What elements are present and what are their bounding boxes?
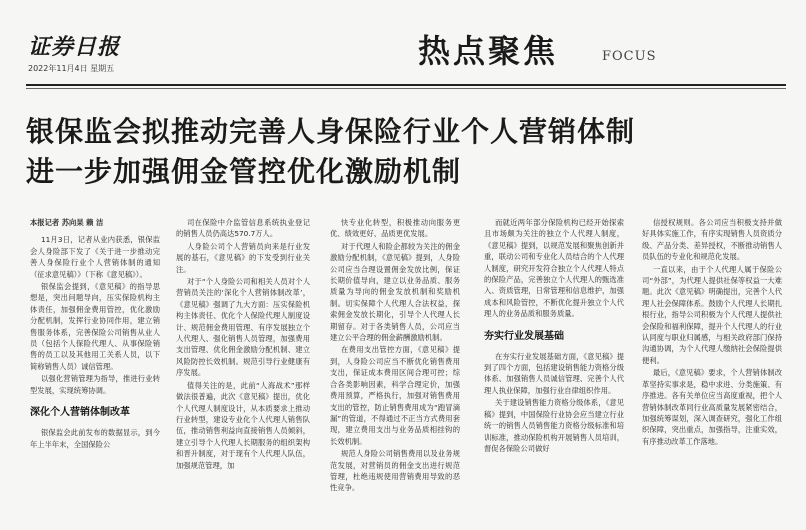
masthead-divider-thin bbox=[26, 88, 786, 89]
article-headline bbox=[26, 112, 796, 192]
headline-line-1: 银保监会拟推动完善人身保险行业个人营销体制 bbox=[26, 115, 636, 148]
masthead-divider bbox=[26, 84, 786, 86]
paragraph: 银保监会此前发布的数据显示，到今年上半年末，全国保险公 bbox=[30, 428, 160, 449]
paragraph: 在费用支出管控方面，《意见稿》提到，人身险公司应当不断优化销售费用支出，保证成本费用区间合理可控；综合各类影响因素，科学合理定价，加强费用预算，严格执行，加强对销售费用支出的管控，防止销售费用成为“跑冒滴漏”的管道，不得通过不正当方式费用套现，建立费用支出与业务品质相挂钩的长效机制。 bbox=[330, 345, 460, 446]
paragraph: 一直以来，由于个人代理人属于保险公司“外部”，为代理人提供社保等权益一大难题。此次《意见稿》明确提出，完善个人代理人社会保障体系。鼓励个人代理人长期扎根行业，指导公司积极为个人代理人提供社会保险和福利保障，提升个人代理人的行业认同度与职业归属感，与相关政府部门保持沟通协调，为个人代理人缴纳社会保险提供便利。 bbox=[642, 264, 782, 365]
paragraph: 关于建设销售能力资格分级体系，《意见稿》提到，中国保险行业协会应当建立行业统一的销售人员销售能力资格分级标准和培训标准，推动保险机构开展销售人员培训，督促各保险公司做好 bbox=[484, 398, 624, 453]
byline: 本报记者 苏向杲 赖 洁 bbox=[30, 218, 104, 227]
paragraph: 最后，《意见稿》要求，个人营销体制改革坚持实事求是，稳中求进、分类施策、有序推进。各有关单位应当高度重视，把个人营销体制改革同行业高质量发展紧密结合，加强统筹谋划，深入调查研究，强化工作组织保障，突出重点，加强指导，注重实效，有序推动改革工作落地。 bbox=[642, 368, 782, 446]
headline-line-2: 进一步加强佣金管控优化激励机制 bbox=[26, 155, 462, 188]
paragraph: 值得关注的是，此前“人海战术”那样做法很普遍，此次《意见稿》提出，优化个人代理人制度设计，从本质要求上推动行业转型，建设专业化个人代理人销售队伍，推动销售利益向直接销售人员倾斜，建立引导个人代理人长期服务的组织架构和晋升制度，对于现有个人代理人队伍，加强规范管理，加 bbox=[176, 380, 310, 470]
paragraph: 快专业化转型，积极推动向服务更优、绩效更好、品质更优发展。 bbox=[330, 218, 460, 239]
paragraph: 司在保险中介监管信息系统执业登记的销售人员仍高达570.7万人。 bbox=[176, 218, 310, 239]
article-column-4 bbox=[484, 217, 624, 530]
article-column-1 bbox=[30, 217, 160, 530]
paragraph: 信授权规则。各公司应当积极支持并做好具体实施工作，有序实现销售人员资质分级、产品分类、差异授权，不断推动销售人员队伍的专业化和规范化发展。 bbox=[642, 218, 782, 262]
subheading: 深化个人营销体制改革 bbox=[30, 407, 130, 419]
masthead bbox=[26, 30, 786, 82]
paragraph: 规范人身险公司销售费用以及业务规范发展，对营销员的佣金支出进行规范管理，杜绝违规使用营销费用导致的恶性竞争。 bbox=[330, 449, 460, 493]
paragraph: 对于代理人和险企都较为关注的佣金激励分配机制，《意见稿》提到，人身险公司应当合理设置佣金发放比例，保证长期价值导向，建立以业务品质、服务质量为导向的佣金发放机制和奖励机制。切实保障个人代理人合法权益，探索佣金发放长期化，引导个人代理人长期留存。对于各类销售人员，公司应当建立公平合理的佣金薪酬激励机制。 bbox=[330, 241, 460, 343]
paragraph: 在夯实行业发展基础方面，《意见稿》提到了四个方面，包括建设销售能力资格分级体系、加强销售人员诚信管理、完善个人代理人执业保障，加强行业自律组织作用。 bbox=[484, 351, 624, 395]
section-title-english: FOCUS bbox=[602, 49, 657, 64]
article-column-3 bbox=[330, 217, 460, 530]
paragraph: 以强化营销管理为指导，推进行业转型发展，实现统筹协调。 bbox=[30, 374, 160, 395]
paragraph: 而就近两年部分保险机构已经开始探索且市场颇为关注的独立个人代理人制度，《意见稿》提到，以规范发展和聚焦创新并重，联动公司和专业化人员结合的个人代理人制度，研究开发符合独立个人代理人特点的保险产品，完善独立个人代理人的甄选准入、资质管理，日常管理和信息维护，加强成本和风险管控，不断优化提升独立个人代理人的业务品质和服务质量。 bbox=[484, 218, 624, 319]
issue-date: 2022年11月4日 星期五 bbox=[28, 64, 115, 73]
section-title: 热点聚焦 bbox=[418, 32, 559, 70]
paragraph: 对于“个人身险公司和相关人员对个人营销员关注的‘深化个人营销体制改革’，《意见稿》强调了九大方面：压实保险机构主体责任、优化个人保险代理人制度设计、规范佣金费用管理、有序发展独立个人代理人、强化销售人员管理，加强费用支出管理、优化佣金激励分配机制、建立风险防控长效机制。规范引导行业健康有序发展。 bbox=[176, 277, 310, 378]
newspaper-name: 证券日报 bbox=[28, 34, 121, 60]
subheading: 夯实行业发展基础 bbox=[484, 330, 564, 342]
paragraph: 银保监会提到，《意见稿》的指导思想是，突出问题导向，压实保险机构主体责任，加强佣金费用管控，优化激励分配机制，发挥行业协同作用，建立销售服务体系，完善保险公司销售从业人员（包括个人保险代理人、从事保险销售的员工以及其他用工关系人员，以下简称销售人员）诚信管理。 bbox=[30, 282, 160, 371]
article-column-2 bbox=[176, 217, 310, 530]
paragraph: 11月3日，记者从业内获悉，银保监会人身险部下发了《关于进一步推动完善人身保险行业个人营销体制的通知（征求意见稿）》（下称《意见稿》）。 bbox=[30, 235, 160, 279]
article-column-5 bbox=[642, 217, 782, 530]
paragraph: 人身险公司个人营销员向来是行业发展的基石，《意见稿》的下发受到行业关注。 bbox=[176, 241, 310, 274]
